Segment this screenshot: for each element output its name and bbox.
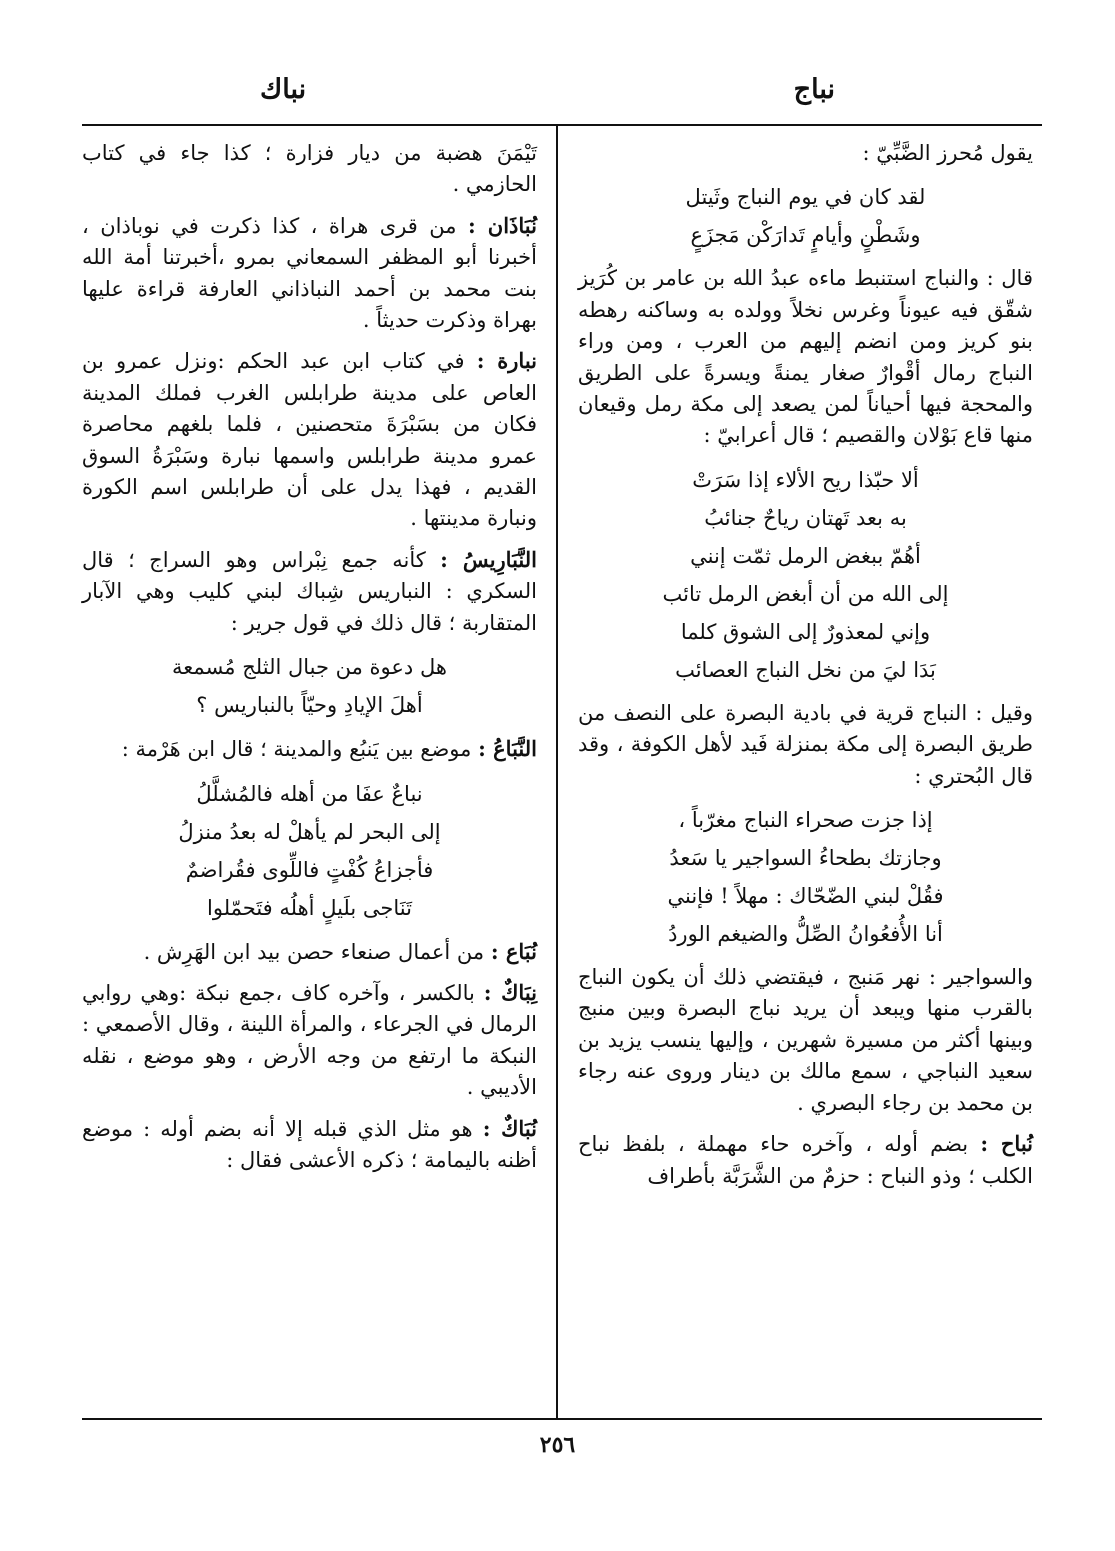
verse-line: وإني لمعذورٌ إلى الشوق كلما [680, 619, 931, 644]
verse-block [82, 648, 537, 724]
entry [82, 544, 537, 639]
verse-line: ألا حبّذا ريح الألاء إذا سَرَتْ [692, 467, 919, 492]
verse-line: بَدَا ليَ من نخل النباج العصائب [675, 657, 936, 682]
verse-line: أنا الأُفعُوانُ الصِّلُّ والضيغم الوردُ [668, 922, 943, 947]
verse-line: تَنَاجى بلَيلٍ أهلُه فتَحمّلوا [207, 895, 412, 920]
page-number: ٢٥٦ [539, 1432, 576, 1458]
verse-line: إلى البحر لم يأهلْ له بعدُ منزلُ [178, 819, 441, 844]
entry-text: كأنه جمع نِبْراس وهو السراج ؛ قال السكري : النباريس شِباك لبني كليب وهي الآبار المتقاربة ؛ قال ذلك في قول جرير : [82, 547, 537, 635]
entry [578, 962, 1033, 1119]
entry-text: في كتاب ابن عبد الحكم :ونزل عمرو بن العاص على مدينة طرابلس الغرب فملك المدينة فكان من بسَبْرَةَ متحصنين ، فلما بلغهم محاصرة عمرو مدينة طرابلس واسمها نبارة وسَبْرَةُ السوق القديم ، فهذا يدل على أن طرابلس اسم الكورة ونبارة مدينتها . [82, 349, 537, 531]
verse-line: لقد كان في يوم النباج وثَيتل [685, 185, 926, 210]
column-divider [556, 124, 558, 1418]
entry [82, 345, 537, 534]
running-header-left: نباك [260, 74, 307, 105]
entry-headword: نُبَاع : [490, 938, 537, 964]
verse-line: إلى الله من أن أبغض الرمل تائب [662, 581, 949, 606]
verse-line: فأجزاعُ كُفْتٍ فاللِّوى فقُراضمٌ [185, 857, 434, 882]
verse-line: وجازتك بطحاءُ السواجير يا سَعدُ [669, 846, 942, 871]
entry-text: موضع بين يَنبُع والمدينة ؛ قال ابن هَرْمة : [121, 737, 479, 762]
verse-block [82, 775, 537, 927]
entry [82, 936, 537, 968]
entry-text: بالكسر ، وآخره كاف ،جمع نبكة :وهي روابي الرمال في الجرعاء ، والمرأة اللينة ، وقال الأصمعي : النبكة ما ارتفع من وجه الأرض ، وهو موضع ، نقله الأديبي . [82, 980, 537, 1100]
entry [578, 698, 1033, 792]
running-header-right: نباج [793, 74, 835, 105]
entry [82, 1113, 537, 1177]
entry-text: قال : والنباج استنبط ماءه عبدُ الله بن عامر بن كُرَيز شقّق فيه عيوناً وغرس نخلاً وولده به وساكنه رهطه بنو كريز ومن انضم إليهم من العرب ، ومن وراء النباج رمال أقْوارٌ صغار يمنةً ويسرةً على الطريق والمحجة فيها أحياناً لمن يصعد إلى مكة رمل وقيعان منها قاع بَوْلان والقصيم ؛ قال أعرابيّ : [578, 266, 1033, 448]
entry-text: من قرى هراة ، كذا ذكرت في نوباذان ، أخبرنا أبو المظفر السمعاني بمرو ،أخبرتنا أمة الله بنت محمد بن أحمد النباذاني العارفة قراءة عليها بهراة وذكرت حديثاً . [82, 213, 537, 333]
left-column [82, 138, 537, 1185]
entry [82, 138, 537, 201]
entry [82, 733, 537, 765]
top-rule [82, 124, 1042, 126]
entry [578, 263, 1033, 451]
entry-text: تَيْمَنَ هضبة من ديار فزارة ؛ كذا جاء في كتاب الحازمي . [82, 141, 537, 197]
entry-headword: نُبَاذَان : [467, 212, 537, 238]
verse-block [578, 178, 1033, 254]
verse-line: نباعٌ عفَا من أهله فالمُشلَّلُ [196, 781, 423, 806]
verse-block [578, 461, 1033, 689]
right-column [578, 138, 1033, 1201]
verse-line: به بعد تَهتان رياحٌ جنائبُ [704, 505, 907, 530]
entry-text: وقيل : النباج قرية في بادية البصرة على النصف من طريق البصرة إلى مكة بمنزلة فَيد لأهل الكوفة ، وقد قال البُحتري : [578, 700, 1033, 788]
entry-headword: نُبَاكٌ : [482, 1115, 538, 1141]
entry [578, 138, 1033, 169]
verse-block [578, 801, 1033, 953]
entry-headword: نِبَاكٌ : [483, 979, 537, 1005]
entry [578, 1128, 1033, 1192]
verse-line: وشَطْنٍ وأيامٍ تَدارَكْن مَجزَعٍ [690, 223, 921, 248]
entry-headword: نبارة : [476, 348, 537, 374]
bottom-rule [82, 1418, 1042, 1420]
entry-text: بضم أوله ، وآخره حاء مهملة ، بلفظ نباح الكلب ؛ وذو النباح : حزمٌ من الشَّرَبَّة بأطراف [578, 1132, 1033, 1188]
verse-line: فقُلْ لبني الضّحّاك : مهلاً ! فإنني [667, 884, 944, 909]
entry [82, 210, 537, 337]
verse-line: أهلَ الإيادِ وحيّاً بالنباريس ؟ [196, 693, 423, 718]
entry-text: والسواجير : نهر مَنبج ، فيقتضي ذلك أن يكون النباج بالقرب منها ويبعد أن يريد نباج البصرة وبين منبج وبينها أكثر من مسيرة شهرين ، وإليها ينسب يزيد بن سعيد النباجي ، سمع مالك بن دينار وروى عنه رجاء بن محمد بن رجاء البصري . [578, 965, 1033, 1115]
entry [82, 977, 537, 1104]
verse-line: هل دعوة من جبال الثلج مُسمعة [172, 655, 447, 680]
entry-text: هو مثل الذي قبله إلا أنه بضم أوله : موضع أظنه باليمامة ؛ ذكره الأعشى فقال : [82, 1116, 537, 1172]
entry-headword: نُباح : [980, 1131, 1034, 1157]
entry-headword: النَّبَارِيسُ : [440, 546, 537, 572]
entry-text: يقول مُحرز الضَّبِّيّ : [862, 141, 1033, 165]
entry-headword: النَّبَاعُ : [478, 736, 537, 762]
verse-line: أهُمّ ببغض الرمل ثمّت إنني [690, 543, 921, 568]
entry-text: من أعمال صنعاء حصن بيد ابن الهَرِش . [143, 939, 491, 964]
verse-line: إذا جزت صحراء النباج مغرّباً ، [678, 808, 933, 833]
